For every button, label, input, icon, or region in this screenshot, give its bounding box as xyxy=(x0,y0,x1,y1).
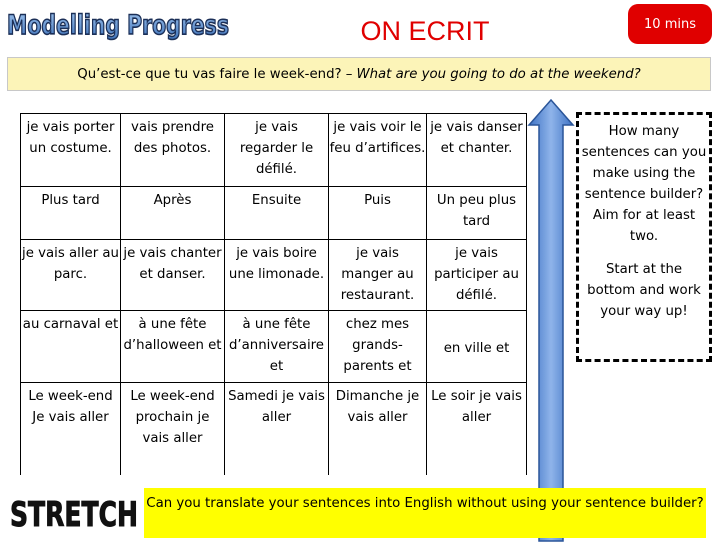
stretch-challenge: Can you translate your sentences into English without using your sentence builder? xyxy=(144,488,706,538)
tip-text: How many sentences can you make using the sentence builder? Aim for at least two. xyxy=(581,124,707,244)
table-cell[interactable]: Puis xyxy=(329,187,427,240)
table-cell[interactable]: je vais participer au défilé. xyxy=(427,240,527,311)
table-cell[interactable]: Après xyxy=(121,187,225,240)
question-french: Qu’est-ce que tu vas faire le week-end? – xyxy=(77,66,353,82)
table-cell[interactable]: Un peu plus tard xyxy=(427,187,527,240)
table-row xyxy=(21,114,527,187)
logo-text: Modelling Progress xyxy=(7,10,229,41)
table-cell[interactable]: Samedi je vais aller xyxy=(225,383,329,475)
table-cell[interactable]: au carnaval et xyxy=(21,311,121,383)
table-cell[interactable]: je vais danser et chanter. xyxy=(427,114,527,187)
table-row xyxy=(21,311,527,383)
table-cell[interactable]: Plus tard xyxy=(21,187,121,240)
table-cell[interactable]: je vais manger au restaurant. xyxy=(329,240,427,311)
stretch-label: STRETCH xyxy=(10,495,138,535)
table-cell[interactable]: je vais regarder le défilé. xyxy=(225,114,329,187)
table-cell[interactable]: chez mes grands-parents et xyxy=(329,311,427,383)
question-bar xyxy=(7,57,711,91)
tip-text: Start at the bottom and work your way up! xyxy=(587,262,701,319)
table-row xyxy=(21,187,527,240)
table-cell[interactable]: vais prendre des photos. xyxy=(121,114,225,187)
table-cell[interactable]: je vais porter un costume. xyxy=(21,114,121,187)
sentence-builder-table xyxy=(20,113,527,475)
table-cell[interactable]: Ensuite xyxy=(225,187,329,240)
table-cell[interactable]: en ville et xyxy=(427,311,527,383)
arrow-up-icon xyxy=(527,97,575,542)
table-cell[interactable]: à une fête d’halloween et xyxy=(121,311,225,383)
table-cell[interactable]: Le week-end prochain je vais aller xyxy=(121,383,225,475)
page-title: ON ECRIT xyxy=(360,16,490,46)
modelling-progress-logo xyxy=(4,2,232,46)
table-row xyxy=(21,240,527,311)
table-cell[interactable]: je vais aller au parc. xyxy=(21,240,121,311)
table-cell[interactable]: Le week-end Je vais aller xyxy=(21,383,121,475)
table-cell[interactable]: à une fête d’anniversaire et xyxy=(225,311,329,383)
question-english: What are you going to do at the weekend? xyxy=(356,66,641,82)
table-cell[interactable]: je vais chanter et danser. xyxy=(121,240,225,311)
timer-badge: 10 mins xyxy=(628,4,712,44)
tips-box xyxy=(576,112,712,362)
table-row xyxy=(21,383,527,475)
table-cell[interactable]: Dimanche je vais aller xyxy=(329,383,427,475)
table-cell[interactable]: je vais boire une limonade. xyxy=(225,240,329,311)
table-cell[interactable]: je vais voir le feu d’artifices. xyxy=(329,114,427,187)
table-cell[interactable]: Le soir je vais aller xyxy=(427,383,527,475)
stretch-label-image xyxy=(6,490,142,534)
